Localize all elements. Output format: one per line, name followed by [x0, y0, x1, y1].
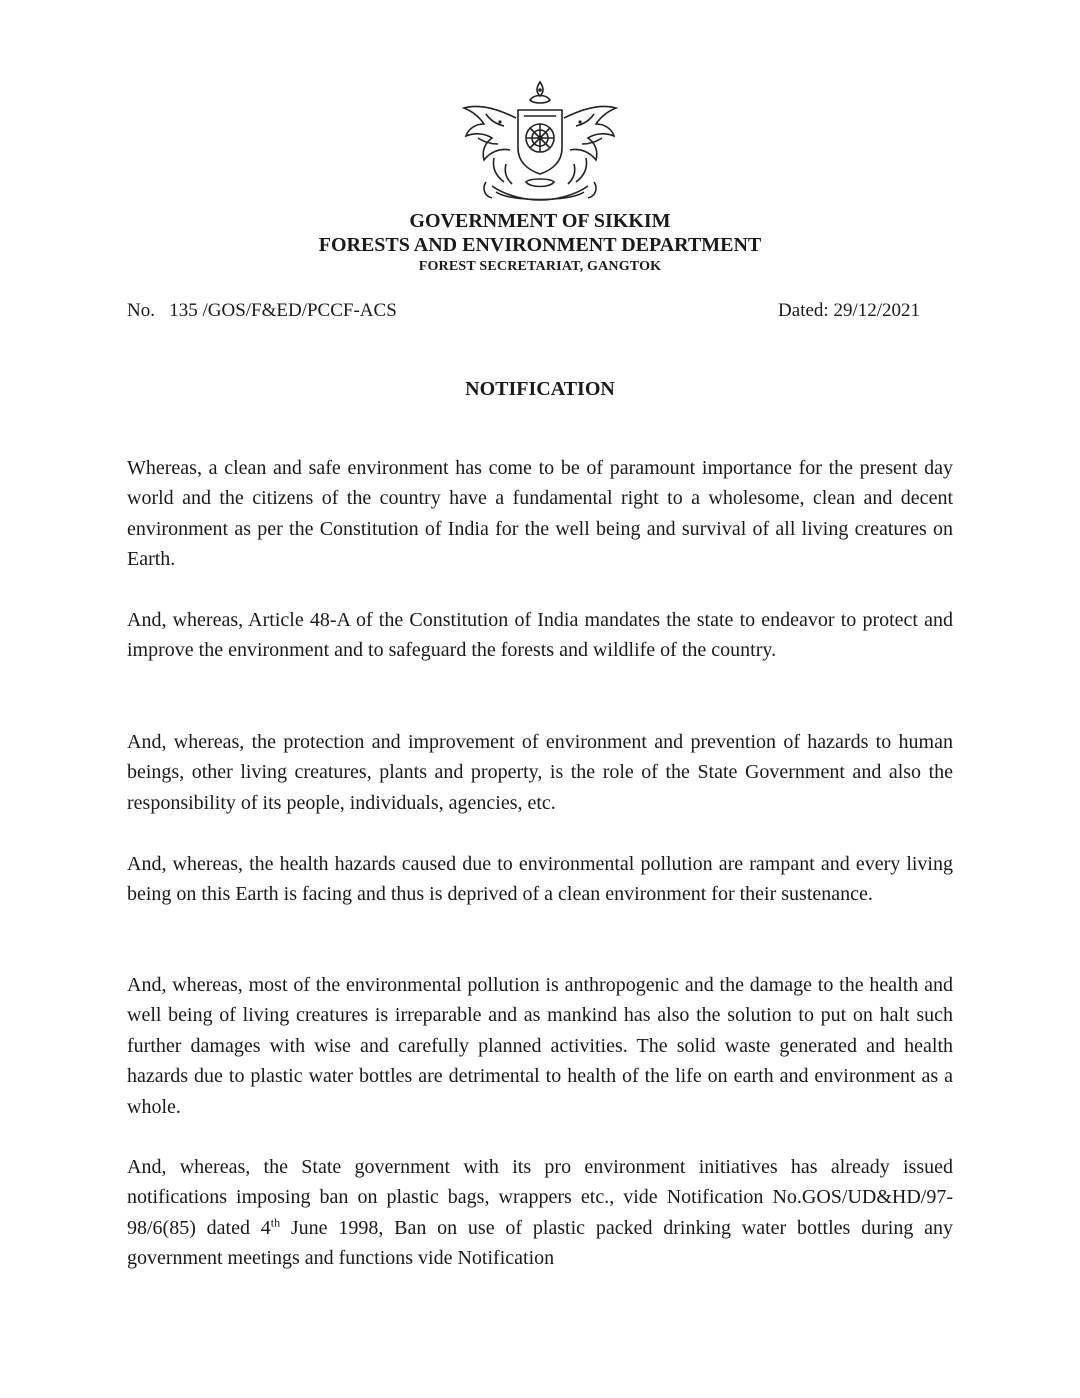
document-title: NOTIFICATION	[465, 378, 615, 400]
ordinal-suffix: th	[270, 1215, 281, 1230]
paragraph-3: And, whereas, the protection and improvement of environment and prevention of hazards to human beings, other living creatures, plants and property, is the role of the State Government and also the responsibility of its people, individuals, agencies, etc.	[127, 731, 953, 814]
header-secretariat: FOREST SECRETARIAT, GANGTOK	[418, 259, 662, 274]
paragraph-1: Whereas, a clean and safe environment has come to be of paramount importance for the present day world and the citizens of the country have a fundamental right to a wholesome, clean and decent environment as per the Constitution of India for the well being and survival of all living creatures on Earth.	[127, 457, 953, 571]
header-department: FORESTS AND ENVIRONMENT DEPARTMENT	[318, 234, 762, 256]
paragraph-6-part-1: And, whereas, the State government with its pro environment initiatives has already issued notifications imposing ban on plastic bags, wrappers etc., vide Notification No.GOS/UD&HD/97-98/6(85) dated 4	[127, 1156, 953, 1239]
paragraph-2: And, whereas, Article 48-A of the Constitution of India mandates the state to endeavor to protect and improve the environment and to safeguard the forests and wildlife of the country.	[127, 609, 953, 662]
paragraph-5: And, whereas, most of the environmental pollution is anthropogenic and the damage to the health and well being of living creatures is irreparable and as mankind has also the solution to put on halt such further damages with wise and carefully planned activities. The solid waste generated and health hazards due to plastic water bottles are detrimental to health of the life on earth and environment as a whole.	[127, 974, 953, 1118]
notification-number: No. 135 /GOS/F&ED/PCCF-ACS	[127, 300, 397, 321]
paragraph-6	[127, 1152, 953, 1274]
notification-date: Dated: 29/12/2021	[778, 300, 920, 321]
state-emblem	[456, 78, 624, 208]
paragraph-4: And, whereas, the health hazards caused due to environmental pollution are rampant and every living being on this Earth is facing and thus is deprived of a clean environment for their sustenance.	[127, 853, 953, 906]
header-government: GOVERNMENT OF SIKKIM	[409, 210, 671, 232]
paragraph-6-part-2: June 1998, Ban on use of plastic packed drinking water bottles during any government meetings and functions vide Notification	[127, 1216, 953, 1270]
sikkim-emblem-icon	[456, 78, 624, 208]
